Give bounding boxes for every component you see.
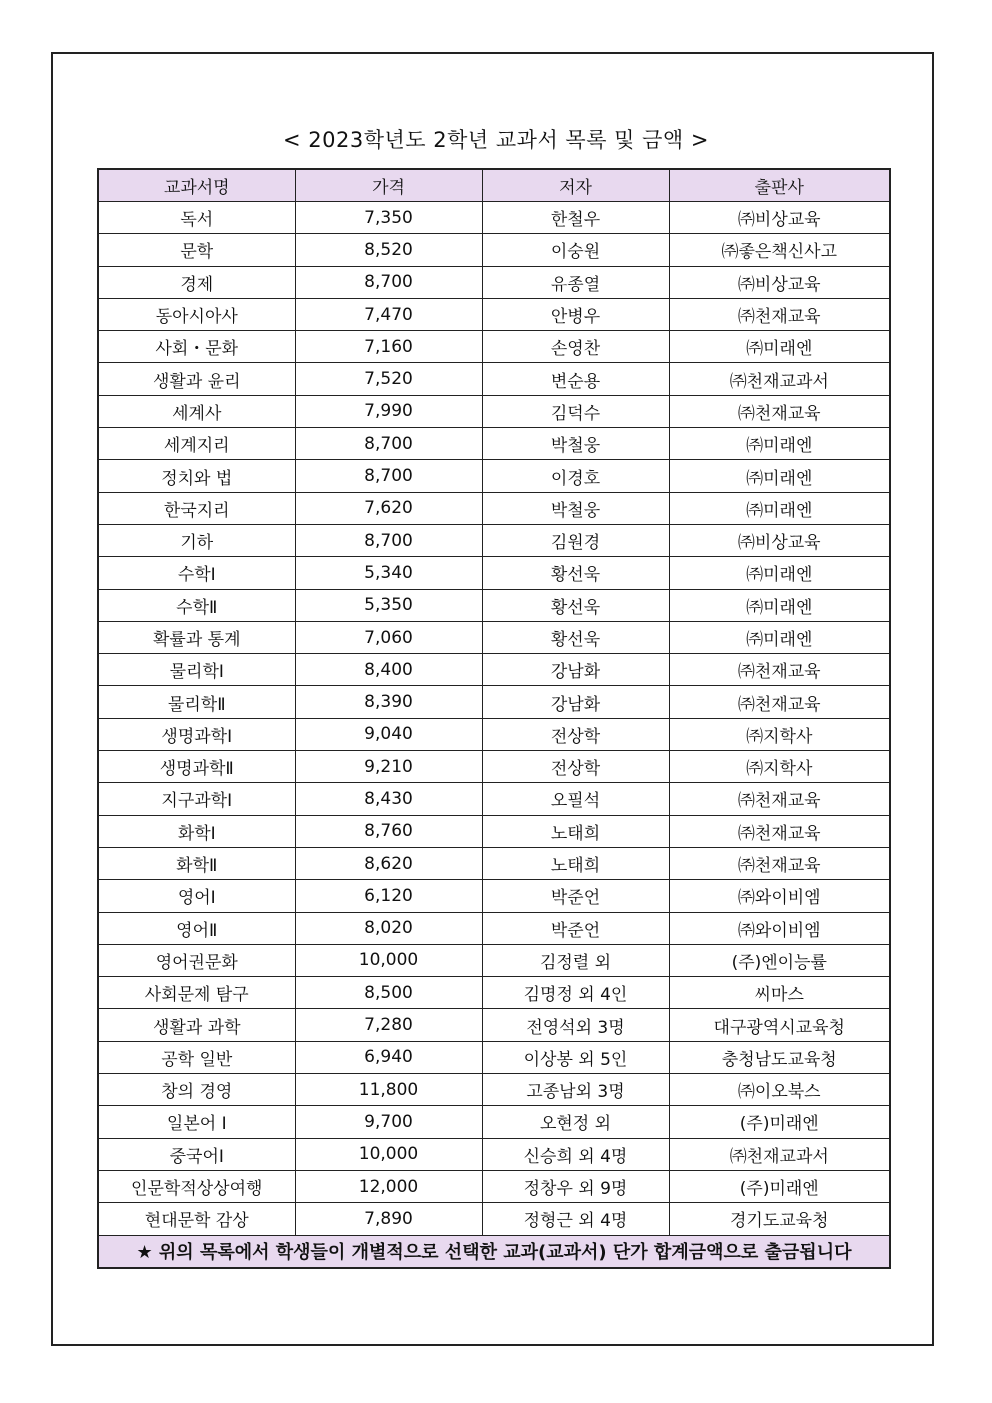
cell-author: 박철웅 [482, 492, 669, 524]
cell-price: 7,890 [295, 1203, 482, 1235]
cell-author: 한철우 [482, 202, 669, 234]
cell-title: 수학Ⅰ [98, 557, 295, 589]
cell-title: 물리학Ⅱ [98, 686, 295, 718]
table-row [98, 718, 890, 750]
cell-price: 7,350 [295, 202, 482, 234]
cell-price: 7,280 [295, 1009, 482, 1041]
table-row [98, 1041, 890, 1073]
table-row [98, 428, 890, 460]
header-price: 가격 [295, 169, 482, 202]
cell-title: 생활과 과학 [98, 1009, 295, 1041]
table-row [98, 880, 890, 912]
cell-publisher: ㈜비상교육 [669, 524, 890, 556]
cell-author: 이경호 [482, 460, 669, 492]
cell-title: 경제 [98, 266, 295, 298]
table-row [98, 202, 890, 234]
table-row [98, 524, 890, 556]
footer-note: ★ 위의 목록에서 학생들이 개별적으로 선택한 교과(교과서) 단가 합계금액으로 출금됩니다 [98, 1235, 890, 1268]
table-row [98, 783, 890, 815]
cell-price: 8,500 [295, 977, 482, 1009]
cell-price: 7,160 [295, 331, 482, 363]
cell-author: 강남화 [482, 686, 669, 718]
cell-author: 이숭원 [482, 234, 669, 266]
cell-title: 창의 경영 [98, 1074, 295, 1106]
cell-author: 이상봉 외 5인 [482, 1041, 669, 1073]
cell-title: 영어Ⅱ [98, 912, 295, 944]
table-row [98, 621, 890, 653]
cell-author: 노태희 [482, 815, 669, 847]
cell-author: 김명정 외 4인 [482, 977, 669, 1009]
table-row [98, 298, 890, 330]
header-title: 교과서명 [98, 169, 295, 202]
cell-price: 5,340 [295, 557, 482, 589]
textbook-table [97, 168, 891, 1269]
cell-title: 생명과학Ⅱ [98, 751, 295, 783]
table-row [98, 1106, 890, 1138]
cell-author: 정창우 외 9명 [482, 1170, 669, 1202]
table-row [98, 557, 890, 589]
table-row [98, 1009, 890, 1041]
table-row [98, 266, 890, 298]
cell-publisher: ㈜이오북스 [669, 1074, 890, 1106]
cell-price: 7,520 [295, 363, 482, 395]
cell-price: 9,210 [295, 751, 482, 783]
cell-author: 전영석외 3명 [482, 1009, 669, 1041]
table-row [98, 1170, 890, 1202]
cell-author: 박준언 [482, 912, 669, 944]
cell-publisher: 충청남도교육청 [669, 1041, 890, 1073]
cell-title: 동아시아사 [98, 298, 295, 330]
cell-title: 영어Ⅰ [98, 880, 295, 912]
cell-title: 사회문제 탐구 [98, 977, 295, 1009]
table-row [98, 395, 890, 427]
cell-publisher: ㈜와이비엠 [669, 912, 890, 944]
cell-author: 전상학 [482, 751, 669, 783]
cell-price: 8,760 [295, 815, 482, 847]
cell-price: 10,000 [295, 1138, 482, 1170]
cell-publisher: (주)엔이능률 [669, 944, 890, 976]
cell-title: 인문학적상상여행 [98, 1170, 295, 1202]
cell-author: 황선욱 [482, 589, 669, 621]
cell-publisher: ㈜미래엔 [669, 557, 890, 589]
cell-publisher: ㈜와이비엠 [669, 880, 890, 912]
cell-price: 8,700 [295, 266, 482, 298]
cell-publisher: ㈜미래엔 [669, 428, 890, 460]
cell-price: 8,400 [295, 654, 482, 686]
cell-publisher: ㈜미래엔 [669, 589, 890, 621]
cell-title: 지구과학Ⅰ [98, 783, 295, 815]
cell-author: 김원경 [482, 524, 669, 556]
table-row [98, 363, 890, 395]
cell-publisher: 경기도교육청 [669, 1203, 890, 1235]
cell-publisher: ㈜비상교육 [669, 266, 890, 298]
cell-title: 독서 [98, 202, 295, 234]
cell-publisher: ㈜천재교육 [669, 815, 890, 847]
cell-author: 고종남외 3명 [482, 1074, 669, 1106]
cell-publisher: ㈜천재교육 [669, 298, 890, 330]
cell-publisher: ㈜좋은책신사고 [669, 234, 890, 266]
cell-publisher: ㈜미래엔 [669, 621, 890, 653]
cell-publisher: (주)미래엔 [669, 1106, 890, 1138]
cell-price: 8,430 [295, 783, 482, 815]
cell-publisher: ㈜미래엔 [669, 331, 890, 363]
cell-title: 화학Ⅱ [98, 847, 295, 879]
cell-title: 공학 일반 [98, 1041, 295, 1073]
cell-title: 생명과학Ⅰ [98, 718, 295, 750]
cell-author: 박철웅 [482, 428, 669, 460]
cell-price: 7,060 [295, 621, 482, 653]
table-row [98, 847, 890, 879]
cell-author: 노태희 [482, 847, 669, 879]
cell-author: 오필석 [482, 783, 669, 815]
cell-author: 김덕수 [482, 395, 669, 427]
cell-price: 9,700 [295, 1106, 482, 1138]
cell-title: 영어권문화 [98, 944, 295, 976]
table-header-row [98, 169, 890, 202]
cell-title: 수학Ⅱ [98, 589, 295, 621]
table-row [98, 977, 890, 1009]
cell-price: 11,800 [295, 1074, 482, 1106]
cell-title: 화학Ⅰ [98, 815, 295, 847]
cell-title: 물리학Ⅰ [98, 654, 295, 686]
cell-price: 8,020 [295, 912, 482, 944]
cell-price: 12,000 [295, 1170, 482, 1202]
cell-publisher: ㈜천재교과서 [669, 1138, 890, 1170]
cell-publisher: 씨마스 [669, 977, 890, 1009]
table-row [98, 331, 890, 363]
cell-title: 기하 [98, 524, 295, 556]
cell-title: 세계사 [98, 395, 295, 427]
cell-title: 정치와 법 [98, 460, 295, 492]
table-row [98, 1203, 890, 1235]
cell-publisher: ㈜천재교육 [669, 847, 890, 879]
header-author: 저자 [482, 169, 669, 202]
cell-title: 일본어 Ⅰ [98, 1106, 295, 1138]
cell-publisher: ㈜천재교육 [669, 783, 890, 815]
cell-author: 정형근 외 4명 [482, 1203, 669, 1235]
cell-publisher: 대구광역시교육청 [669, 1009, 890, 1041]
cell-publisher: ㈜미래엔 [669, 492, 890, 524]
cell-title: 중국어Ⅰ [98, 1138, 295, 1170]
cell-author: 전상학 [482, 718, 669, 750]
cell-price: 8,390 [295, 686, 482, 718]
cell-price: 8,700 [295, 428, 482, 460]
table-row [98, 815, 890, 847]
cell-publisher: ㈜미래엔 [669, 460, 890, 492]
cell-author: 신승희 외 4명 [482, 1138, 669, 1170]
cell-title: 현대문학 감상 [98, 1203, 295, 1235]
cell-price: 8,620 [295, 847, 482, 879]
cell-publisher: ㈜지학사 [669, 718, 890, 750]
table-row [98, 912, 890, 944]
cell-author: 박준언 [482, 880, 669, 912]
cell-title: 한국지리 [98, 492, 295, 524]
cell-publisher: ㈜비상교육 [669, 202, 890, 234]
cell-title: 세계지리 [98, 428, 295, 460]
cell-title: 사회・문화 [98, 331, 295, 363]
cell-price: 9,040 [295, 718, 482, 750]
cell-author: 안병우 [482, 298, 669, 330]
cell-price: 8,520 [295, 234, 482, 266]
header-publisher: 출판사 [669, 169, 890, 202]
table-row [98, 1074, 890, 1106]
cell-publisher: ㈜천재교육 [669, 686, 890, 718]
table-row [98, 751, 890, 783]
cell-price: 8,700 [295, 524, 482, 556]
table-row [98, 654, 890, 686]
table-row [98, 492, 890, 524]
table-row [98, 460, 890, 492]
cell-publisher: ㈜천재교과서 [669, 363, 890, 395]
cell-author: 김정렬 외 [482, 944, 669, 976]
cell-price: 7,990 [295, 395, 482, 427]
cell-price: 10,000 [295, 944, 482, 976]
cell-publisher: (주)미래엔 [669, 1170, 890, 1202]
cell-price: 8,700 [295, 460, 482, 492]
page-title: < 2023학년도 2학년 교과서 목록 및 금액 > [283, 128, 709, 152]
cell-author: 유종열 [482, 266, 669, 298]
cell-price: 7,620 [295, 492, 482, 524]
cell-price: 6,940 [295, 1041, 482, 1073]
cell-author: 오현정 외 [482, 1106, 669, 1138]
footer-note-row [98, 1235, 890, 1268]
cell-author: 변순용 [482, 363, 669, 395]
cell-price: 5,350 [295, 589, 482, 621]
cell-price: 6,120 [295, 880, 482, 912]
cell-price: 7,470 [295, 298, 482, 330]
table-row [98, 589, 890, 621]
cell-title: 문학 [98, 234, 295, 266]
cell-title: 생활과 윤리 [98, 363, 295, 395]
cell-author: 황선욱 [482, 621, 669, 653]
table-row [98, 686, 890, 718]
cell-author: 황선욱 [482, 557, 669, 589]
table-row [98, 1138, 890, 1170]
cell-publisher: ㈜지학사 [669, 751, 890, 783]
table-row [98, 944, 890, 976]
cell-publisher: ㈜천재교육 [669, 395, 890, 427]
cell-title: 확률과 통계 [98, 621, 295, 653]
cell-author: 손영찬 [482, 331, 669, 363]
table-row [98, 234, 890, 266]
cell-publisher: ㈜천재교육 [669, 654, 890, 686]
cell-author: 강남화 [482, 654, 669, 686]
